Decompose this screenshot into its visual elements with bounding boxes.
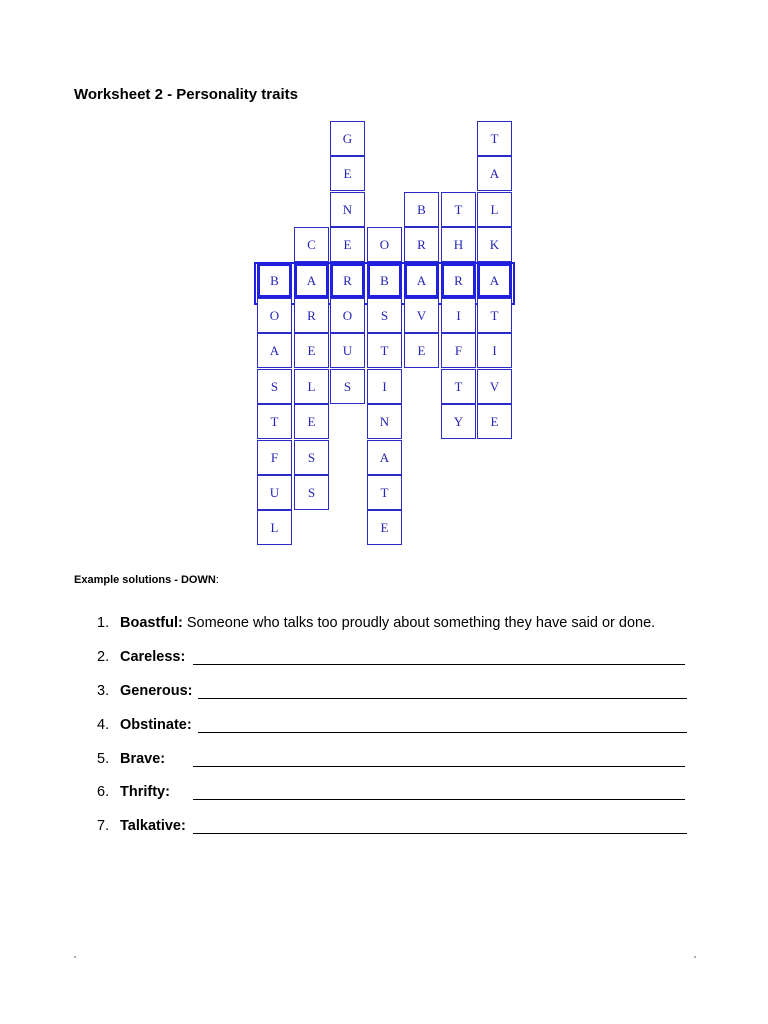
crossword-highlight-cell: R bbox=[441, 263, 476, 298]
crossword-cell: F bbox=[441, 333, 476, 368]
crossword-cell: E bbox=[294, 404, 329, 439]
crossword-cell: A bbox=[257, 333, 292, 368]
crossword-cell: V bbox=[477, 369, 512, 404]
page-mark bbox=[694, 956, 696, 958]
crossword-cell: C bbox=[294, 227, 329, 262]
crossword-cell: S bbox=[330, 369, 365, 404]
clue-item bbox=[97, 717, 192, 733]
crossword-cell: H bbox=[441, 227, 476, 262]
crossword-cell: I bbox=[367, 369, 402, 404]
crossword-cell: S bbox=[294, 475, 329, 510]
crossword-cell: T bbox=[477, 121, 512, 156]
clue-word: Thrifty: bbox=[120, 784, 170, 800]
crossword-highlight-cell: A bbox=[477, 263, 512, 298]
crossword-cell: E bbox=[404, 333, 439, 368]
crossword-cell: T bbox=[441, 369, 476, 404]
crossword-cell: S bbox=[294, 440, 329, 475]
clue-word: Generous: bbox=[120, 683, 193, 699]
answer-line[interactable] bbox=[198, 732, 687, 733]
crossword-cell: T bbox=[441, 192, 476, 227]
answer-line[interactable] bbox=[198, 698, 687, 699]
clue-word: Boastful: bbox=[120, 615, 183, 631]
crossword-cell: I bbox=[441, 298, 476, 333]
crossword-cell: E bbox=[330, 227, 365, 262]
crossword-cell: E bbox=[367, 510, 402, 545]
crossword-cell: R bbox=[294, 298, 329, 333]
section-label bbox=[74, 574, 219, 586]
crossword-cell: E bbox=[294, 333, 329, 368]
crossword-highlight-cell: B bbox=[367, 263, 402, 298]
page-mark bbox=[74, 956, 76, 958]
crossword-cell: S bbox=[367, 298, 402, 333]
clue-item bbox=[97, 818, 186, 834]
crossword-cell: A bbox=[367, 440, 402, 475]
crossword-highlight-cell: A bbox=[404, 263, 439, 298]
crossword-cell: O bbox=[330, 298, 365, 333]
answer-line[interactable] bbox=[193, 799, 685, 800]
clue-item bbox=[97, 615, 655, 631]
clue-word: Talkative: bbox=[120, 818, 186, 834]
crossword-cell: L bbox=[257, 510, 292, 545]
crossword-cell: V bbox=[404, 298, 439, 333]
clue-word: Obstinate: bbox=[120, 717, 192, 733]
section-label-colon: : bbox=[215, 574, 219, 586]
crossword-cell: T bbox=[477, 298, 512, 333]
crossword-cell: T bbox=[367, 475, 402, 510]
crossword-cell: Y bbox=[441, 404, 476, 439]
crossword-cell: G bbox=[330, 121, 365, 156]
clue-item bbox=[97, 683, 193, 699]
clue-number: 2. bbox=[97, 649, 110, 665]
crossword-cell: L bbox=[294, 369, 329, 404]
answer-line[interactable] bbox=[193, 766, 685, 767]
crossword-cell: K bbox=[477, 227, 512, 262]
crossword-cell: N bbox=[367, 404, 402, 439]
crossword-cell: I bbox=[477, 333, 512, 368]
clue-item bbox=[97, 784, 170, 800]
clue-number: 7. bbox=[97, 818, 110, 834]
crossword-cell: B bbox=[404, 192, 439, 227]
crossword-cell: S bbox=[257, 369, 292, 404]
clue-answer: Someone who talks too proudly about something they have said or done. bbox=[182, 615, 656, 631]
crossword-cell: O bbox=[367, 227, 402, 262]
crossword-highlight-cell: R bbox=[330, 263, 365, 298]
clue-item bbox=[97, 751, 165, 767]
clue-item bbox=[97, 649, 185, 665]
crossword-cell: U bbox=[330, 333, 365, 368]
crossword-highlight-cell: B bbox=[257, 263, 292, 298]
crossword-cell: T bbox=[367, 333, 402, 368]
section-label-text: Example solutions - DOWN bbox=[74, 574, 216, 586]
clue-number: 6. bbox=[97, 784, 110, 800]
crossword-cell: E bbox=[330, 156, 365, 191]
clue-number: 3. bbox=[97, 683, 110, 699]
crossword-cell: F bbox=[257, 440, 292, 475]
crossword-cell: T bbox=[257, 404, 292, 439]
crossword-cell: E bbox=[477, 404, 512, 439]
crossword-cell: O bbox=[257, 298, 292, 333]
clue-number: 5. bbox=[97, 751, 110, 767]
clue-word: Careless: bbox=[120, 649, 186, 665]
crossword-cell: L bbox=[477, 192, 512, 227]
crossword-cell: A bbox=[477, 156, 512, 191]
crossword-cell: N bbox=[330, 192, 365, 227]
clue-word: Brave: bbox=[120, 751, 166, 767]
clue-number: 1. bbox=[97, 615, 110, 631]
answer-line[interactable] bbox=[193, 664, 685, 665]
crossword-cell: R bbox=[404, 227, 439, 262]
crossword-cell: U bbox=[257, 475, 292, 510]
worksheet-title: Worksheet 2 - Personality traits bbox=[74, 86, 298, 103]
clue-number: 4. bbox=[97, 717, 110, 733]
answer-line[interactable] bbox=[193, 833, 687, 834]
crossword-highlight-cell: A bbox=[294, 263, 329, 298]
